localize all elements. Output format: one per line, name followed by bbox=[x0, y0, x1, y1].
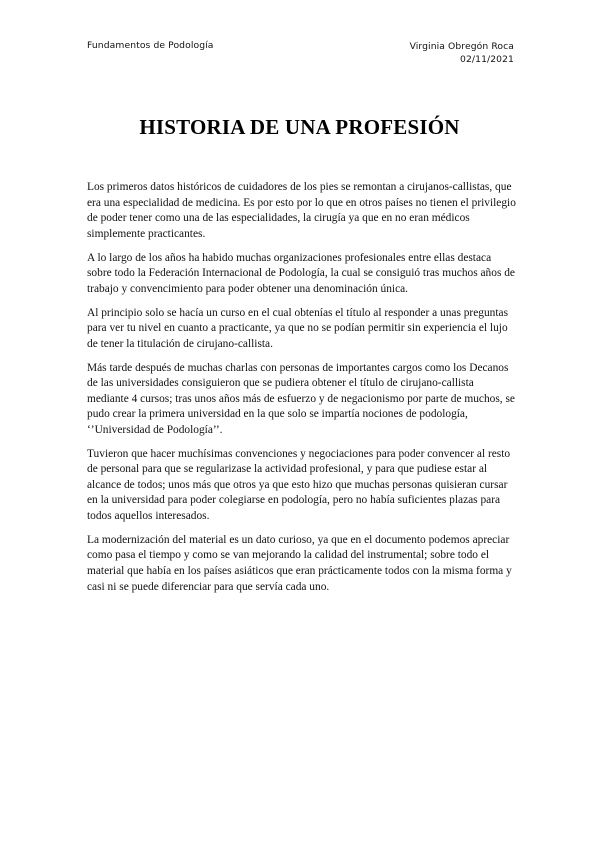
paragraph-6: La modernización del material es un dato curioso, ya que en el documento podemos apreciar como pasa el tiempo y como se van mejorando la calidad del instrumental; sobre todo el material que había en los países asiáticos que eran prácticamente todos con la misma forma y casi ni se puede diferenciar para que servía cada uno. bbox=[87, 533, 512, 593]
header-course: Fundamentos de Podología bbox=[87, 40, 214, 51]
header-date: 02/11/2021 bbox=[460, 54, 514, 65]
paragraph-4: Más tarde después de muchas charlas con personas de importantes cargos como los Decanos de las universidades consiguieron que se pudiera obtener el título de cirujano-callista mediante 4 cursos; tras unos años más de esfuerzo y de negacionismo por parte de muchos, se pudo crear la primera universidad en la que solo se impartía nociones de podología, ‘’Universidad de Podología’’. bbox=[87, 361, 515, 436]
paragraph-5: Tuvieron que hacer muchísimas convenciones y negociaciones para poder convencer al resto de personal para que se regularizase la actividad profesional, y para que pudiese estar al alcance de todos; unos más que otros ya que esto hizo que muchas personas quisieran cursar en la universidad para poder colegiarse en podología, pero no había suficientes plazas para todos aquellos interesados. bbox=[87, 447, 511, 523]
document-body bbox=[87, 180, 517, 603]
paragraph-2: A lo largo de los años ha habido muchas organizaciones profesionales entre ellas destaca sobre todo la Federación Internacional de Podología, la cual se consiguió tras muchos años de trabajo y convencimiento para poder obtener una denominación única. bbox=[87, 251, 515, 295]
paragraph-1: Los primeros datos históricos de cuidadores de los pies se remontan a cirujanos-callistas, que era una especialidad de medicina. Es por esto por lo que en otros países no tienen el privilegio de poder tener como una de las especialidades, la cirugía ya que en no eran médicos simplemente practicantes. bbox=[87, 181, 516, 240]
header-author: Virginia Obregón Roca bbox=[409, 41, 514, 52]
paragraph-3: Al principio solo se hacía un curso en el cual obtenías el título al responder a unas preguntas para ver tu nivel en cuanto a practicante, ya que no se podían permitir sin experiencia el lujo de tener la titulación de cirujano-callista. bbox=[87, 306, 509, 350]
document-title: HISTORIA DE UNA PROFESIÓN bbox=[139, 115, 460, 139]
header-right bbox=[410, 40, 514, 66]
